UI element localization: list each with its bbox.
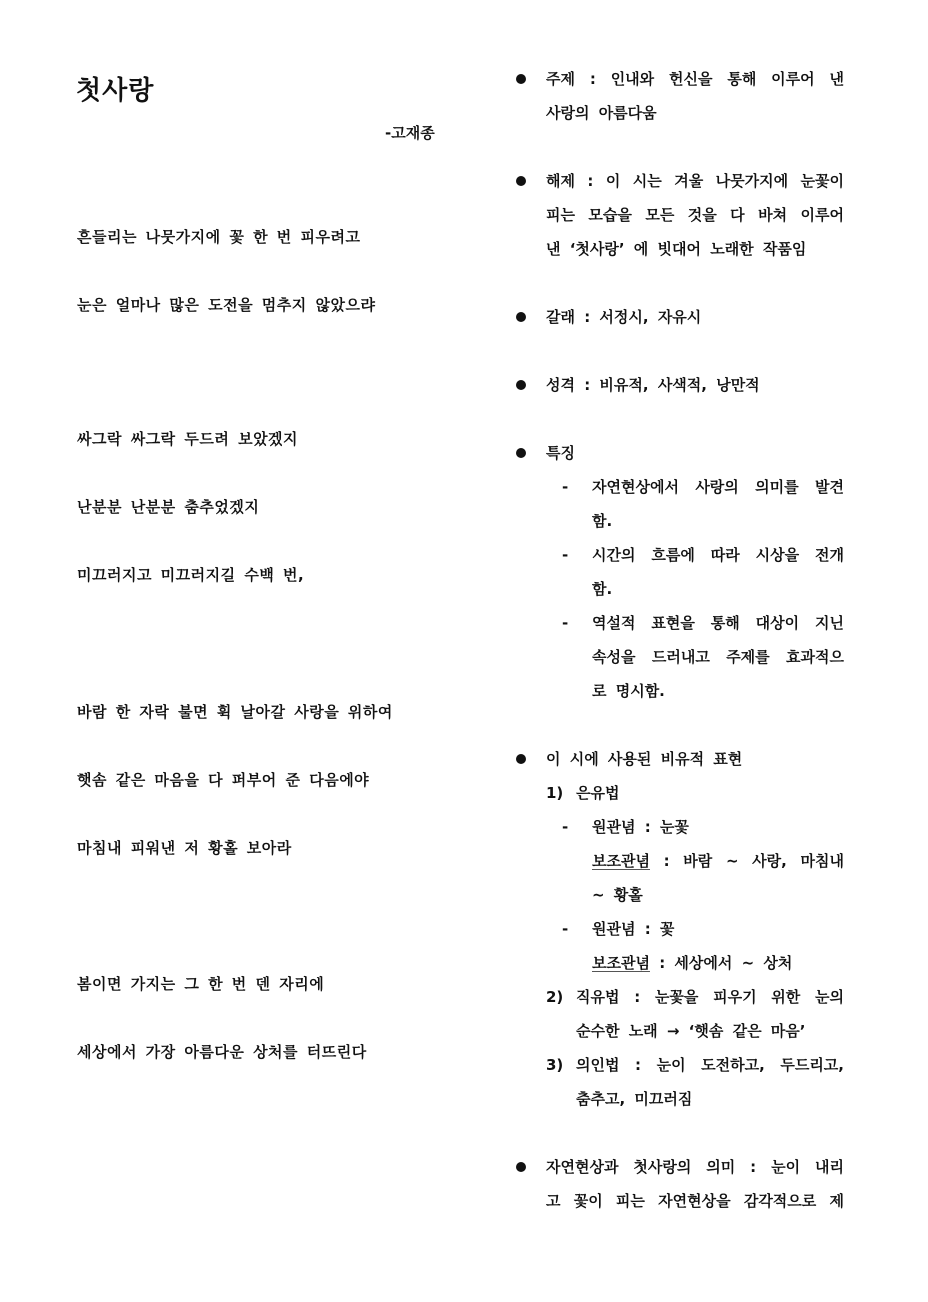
dash-marker: - bbox=[562, 614, 569, 632]
bullet-icon bbox=[516, 1162, 526, 1172]
tenor-text: 원관념 : 눈꽃 bbox=[592, 818, 689, 836]
metaphor-label: 은유법 bbox=[576, 784, 620, 802]
poem-line: 미끄러지고 미끄러지길 수백 번, bbox=[77, 566, 305, 584]
note-text: 고 꽃이 피는 자연현상을 감각적으로 제 bbox=[546, 1192, 844, 1210]
feature-text: 속성을 드러내고 주제를 효과적으 bbox=[592, 648, 844, 666]
feature-text: 로 명시함. bbox=[592, 682, 665, 700]
bullet-icon bbox=[516, 74, 526, 84]
vehicle-label: 보조관념 bbox=[592, 852, 650, 870]
poem-line: 난분분 난분분 춤추었겠지 bbox=[77, 498, 260, 516]
vehicle-text: ~ 황홀 bbox=[592, 886, 643, 904]
dash-marker: - bbox=[562, 478, 569, 496]
vehicle-value: : 바람 ~ 사랑, 마침내 bbox=[649, 852, 844, 870]
bullet-icon bbox=[516, 380, 526, 390]
note-text: 성격 : 비유적, 사색적, 낭만적 bbox=[546, 376, 760, 394]
vehicle-label: 보조관념 bbox=[592, 954, 650, 972]
note-text: 주제 : 인내와 헌신을 통해 이루어 낸 bbox=[546, 70, 844, 88]
bullet-icon bbox=[516, 754, 526, 764]
personification-text: 춤추고, 미끄러짐 bbox=[576, 1090, 693, 1108]
poem-line: 마침내 피워낸 저 황홀 보아라 bbox=[77, 839, 292, 857]
poem-title: 첫사랑 bbox=[76, 76, 155, 106]
note-heading: 이 시에 사용된 비유적 표현 bbox=[546, 750, 743, 768]
poem-line: 바람 한 자락 불면 휙 날아갈 사랑을 위하여 bbox=[77, 703, 393, 721]
bullet-icon bbox=[516, 176, 526, 186]
vehicle-value: : 세상에서 ~ 상처 bbox=[649, 954, 793, 972]
note-text: 피는 모습을 모든 것을 다 바쳐 이루어 bbox=[546, 206, 844, 224]
simile-text: 직유법 : 눈꽃을 피우기 위한 눈의 bbox=[576, 988, 844, 1006]
poem-line: 햇솜 같은 마음을 다 퍼부어 준 다음에야 bbox=[77, 771, 370, 789]
bullet-icon bbox=[516, 312, 526, 322]
vehicle-text bbox=[592, 946, 844, 980]
feature-text: 시간의 흐름에 따라 시상을 전개 bbox=[592, 546, 844, 564]
dash-marker: - bbox=[562, 818, 569, 836]
poem-author: -고재종 bbox=[385, 124, 435, 142]
vehicle-text bbox=[592, 844, 844, 878]
list-number: 3) bbox=[546, 1056, 564, 1074]
note-text: 자연현상과 첫사랑의 의미 : 눈이 내리 bbox=[546, 1158, 844, 1176]
note-text: 해제 : 이 시는 겨울 나뭇가지에 눈꽃이 bbox=[546, 172, 844, 190]
note-text: 낸 ‘첫사랑’ 에 빗대어 노래한 작품임 bbox=[546, 240, 807, 258]
feature-text: 함. bbox=[592, 512, 613, 530]
poem-line: 세상에서 가장 아름다운 상처를 터뜨린다 bbox=[77, 1043, 367, 1061]
dash-marker: - bbox=[562, 546, 569, 564]
simile-text: 순수한 노래 → ‘햇솜 같은 마음’ bbox=[576, 1022, 806, 1040]
poem-line: 눈은 얼마나 많은 도전을 멈추지 않았으랴 bbox=[77, 296, 376, 314]
feature-text: 역설적 표현을 통해 대상이 지닌 bbox=[592, 614, 844, 632]
personification-text: 의인법 : 눈이 도전하고, 두드리고, bbox=[576, 1056, 844, 1074]
feature-text: 자연현상에서 사랑의 의미를 발견 bbox=[592, 478, 844, 496]
note-text: 갈래 : 서정시, 자유시 bbox=[546, 308, 702, 326]
poem-line: 싸그락 싸그락 두드려 보았겠지 bbox=[77, 430, 299, 448]
feature-text: 함. bbox=[592, 580, 613, 598]
poem-line: 흔들리는 나뭇가지에 꽃 한 번 피우려고 bbox=[77, 228, 361, 246]
bullet-icon bbox=[516, 448, 526, 458]
dash-marker: - bbox=[562, 920, 569, 938]
list-number: 2) bbox=[546, 988, 564, 1006]
note-text: 사랑의 아름다움 bbox=[546, 104, 657, 122]
tenor-text: 원관념 : 꽃 bbox=[592, 920, 675, 938]
note-heading: 특징 bbox=[546, 444, 575, 462]
list-number: 1) bbox=[546, 784, 564, 802]
poem-line: 봄이면 가지는 그 한 번 덴 자리에 bbox=[77, 975, 325, 993]
